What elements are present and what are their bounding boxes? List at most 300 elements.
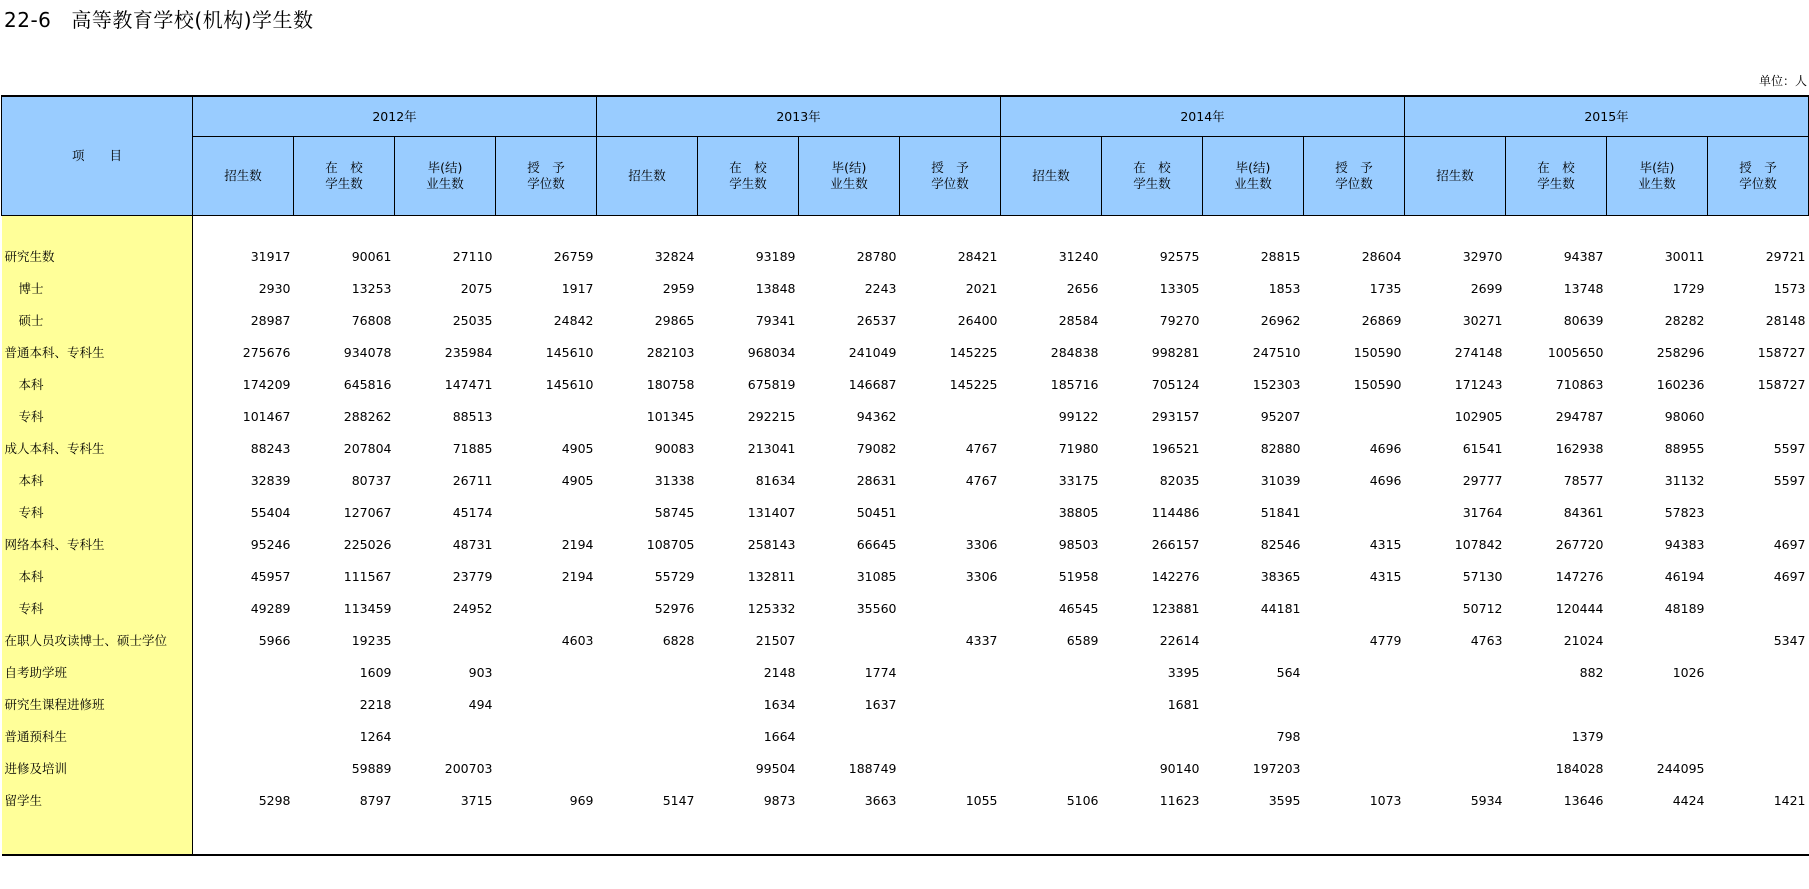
value-cell: 241049 [848,344,897,360]
spacer-row [2,816,1809,855]
value-cell: 1055 [965,792,998,808]
row-label: 专科 [2,496,193,528]
subcolumn-header: 在 校 学生数 [1506,137,1607,216]
value-cell: 3663 [864,792,897,808]
value-cell [1708,720,1809,752]
value-cell: 28282 [1664,312,1705,328]
table-title [4,4,314,33]
value-cell [799,624,900,656]
value-cell: 266157 [1151,536,1200,552]
table-row [2,592,1809,624]
value-cell: 998281 [1151,344,1200,360]
value-cell: 66645 [856,536,897,552]
value-cell [597,720,698,752]
empty-cell [193,216,1809,241]
value-cell: 150590 [1353,344,1402,360]
value-cell: 4697 [1773,536,1806,552]
value-cell: 28987 [250,312,291,328]
subcolumn-header: 毕(结) 业生数 [395,137,496,216]
value-cell: 1634 [763,696,796,712]
value-cell: 6589 [1066,632,1099,648]
value-cell: 207804 [343,440,392,456]
value-cell: 46545 [1058,600,1099,616]
value-cell: 31240 [1058,248,1099,264]
value-cell: 284838 [1050,344,1099,360]
value-cell [193,688,294,720]
value-cell: 48731 [452,536,493,552]
value-cell: 31338 [654,472,695,488]
value-cell: 27110 [452,248,493,264]
value-cell: 101467 [242,408,291,424]
subcolumn-header: 招生数 [597,137,698,216]
value-cell [597,752,698,784]
value-cell [1607,720,1708,752]
subcolumn-header: 招生数 [193,137,294,216]
value-cell [1405,720,1506,752]
value-cell: 123881 [1151,600,1200,616]
statistics-table [1,95,1809,856]
value-cell: 293157 [1151,408,1200,424]
value-cell: 99122 [1058,408,1099,424]
subcolumn-header: 在 校 学生数 [294,137,395,216]
value-cell: 1664 [763,728,796,744]
row-label: 研究生数 [2,240,193,272]
value-cell: 2959 [662,280,695,296]
value-cell: 675819 [747,376,796,392]
value-cell: 4697 [1773,568,1806,584]
value-cell [496,720,597,752]
value-cell: 1735 [1369,280,1402,296]
value-cell: 26962 [1260,312,1301,328]
value-cell [1001,688,1102,720]
value-cell: 4767 [965,440,998,456]
value-cell: 26537 [856,312,897,328]
value-cell [1506,688,1607,720]
value-cell: 88513 [452,408,493,424]
value-cell: 798 [1276,728,1301,744]
value-cell: 564 [1276,664,1301,680]
value-cell: 99504 [755,760,796,776]
value-cell: 24952 [452,600,493,616]
value-cell [496,752,597,784]
table-row [2,432,1809,464]
value-cell: 93189 [755,248,796,264]
value-cell: 274148 [1454,344,1503,360]
value-cell: 5147 [662,792,695,808]
table-row [2,368,1809,400]
value-cell: 30011 [1664,248,1705,264]
value-cell: 1005650 [1547,344,1604,360]
row-label: 留学生 [2,784,193,816]
value-cell: 292215 [747,408,796,424]
value-cell: 28604 [1361,248,1402,264]
value-cell [1708,656,1809,688]
value-cell [900,496,1001,528]
table-row [2,272,1809,304]
value-cell [193,720,294,752]
value-cell: 1264 [359,728,392,744]
value-cell: 4905 [561,472,594,488]
table-row [2,528,1809,560]
value-cell [1102,720,1203,752]
value-cell [1203,688,1304,720]
value-cell [900,400,1001,432]
item-column-header: 项 目 [2,96,193,216]
row-label: 自考助学班 [2,656,193,688]
value-cell: 494 [468,696,493,712]
spacer-row [2,216,1809,241]
value-cell [1708,496,1809,528]
value-cell: 275676 [242,344,291,360]
value-cell: 4424 [1672,792,1705,808]
value-cell: 4603 [561,632,594,648]
year-header-row [2,96,1809,137]
value-cell [1607,624,1708,656]
value-cell: 258143 [747,536,796,552]
value-cell: 5934 [1470,792,1503,808]
value-cell: 35560 [856,600,897,616]
value-cell: 29777 [1462,472,1503,488]
value-cell [1708,400,1809,432]
value-cell: 45174 [452,504,493,520]
value-cell: 213041 [747,440,796,456]
label-cell-empty [2,216,193,241]
table-row [2,304,1809,336]
value-cell: 94383 [1664,536,1705,552]
value-cell: 26711 [452,472,493,488]
value-cell [193,656,294,688]
value-cell: 196521 [1151,440,1200,456]
value-cell: 28631 [856,472,897,488]
value-cell: 32839 [250,472,291,488]
value-cell: 114486 [1151,504,1200,520]
value-cell: 92575 [1159,248,1200,264]
value-cell: 30271 [1462,312,1503,328]
value-cell: 171243 [1454,376,1503,392]
value-cell [496,400,597,432]
row-label: 硕士 [2,304,193,336]
value-cell: 200703 [444,760,493,776]
value-cell: 82880 [1260,440,1301,456]
value-cell: 107842 [1454,536,1503,552]
value-cell: 49289 [250,600,291,616]
value-cell: 19235 [351,632,392,648]
value-cell: 28421 [957,248,998,264]
value-cell: 90140 [1159,760,1200,776]
value-cell: 71980 [1058,440,1099,456]
value-cell: 132811 [747,568,796,584]
table-row [2,240,1809,272]
value-cell: 101345 [646,408,695,424]
value-cell: 2075 [460,280,493,296]
value-cell [900,720,1001,752]
subcolumn-header: 授 予 学位数 [496,137,597,216]
value-cell: 152303 [1252,376,1301,392]
value-cell [395,624,496,656]
value-cell [900,592,1001,624]
subcolumn-header: 授 予 学位数 [900,137,1001,216]
value-cell: 76808 [351,312,392,328]
value-cell [1405,656,1506,688]
value-cell: 84361 [1563,504,1604,520]
value-cell: 282103 [646,344,695,360]
value-cell: 4696 [1369,440,1402,456]
value-cell: 95207 [1260,408,1301,424]
row-label: 本科 [2,464,193,496]
value-cell [900,656,1001,688]
value-cell: 31764 [1462,504,1503,520]
value-cell: 188749 [848,760,897,776]
table-number: 22-6 [4,8,52,32]
value-cell [1304,656,1405,688]
value-cell: 8797 [359,792,392,808]
value-cell [1304,752,1405,784]
value-cell: 51841 [1260,504,1301,520]
value-cell: 22614 [1159,632,1200,648]
value-cell: 5298 [258,792,291,808]
table-row [2,720,1809,752]
value-cell: 1379 [1571,728,1604,744]
value-cell: 31917 [250,248,291,264]
value-cell: 4337 [965,632,998,648]
value-cell: 1774 [864,664,897,680]
subcolumn-header: 授 予 学位数 [1708,137,1809,216]
value-cell [799,720,900,752]
row-label: 本科 [2,368,193,400]
value-cell [496,656,597,688]
value-cell: 934078 [343,344,392,360]
value-cell: 58745 [654,504,695,520]
value-cell: 13646 [1563,792,1604,808]
value-cell: 50712 [1462,600,1503,616]
value-cell: 158727 [1757,344,1806,360]
value-cell: 25035 [452,312,493,328]
value-cell: 1073 [1369,792,1402,808]
value-cell: 21024 [1563,632,1604,648]
value-cell: 6828 [662,632,695,648]
value-cell: 51958 [1058,568,1099,584]
value-cell: 21507 [755,632,796,648]
value-cell: 145610 [545,376,594,392]
value-cell: 57823 [1664,504,1705,520]
row-label: 研究生课程进修班 [2,688,193,720]
value-cell: 52976 [654,600,695,616]
value-cell: 102905 [1454,408,1503,424]
table-row [2,784,1809,816]
value-cell: 185716 [1050,376,1099,392]
value-cell: 1917 [561,280,594,296]
value-cell: 111567 [343,568,392,584]
value-cell: 2194 [561,536,594,552]
value-cell: 4763 [1470,632,1503,648]
value-cell: 1853 [1268,280,1301,296]
value-cell: 968034 [747,344,796,360]
subcolumn-header: 招生数 [1001,137,1102,216]
value-cell: 2930 [258,280,291,296]
value-cell: 235984 [444,344,493,360]
value-cell: 147471 [444,376,493,392]
value-cell [1304,400,1405,432]
value-cell [597,656,698,688]
year-header: 2015年 [1405,96,1809,137]
value-cell: 120444 [1555,600,1604,616]
value-cell: 4779 [1369,632,1402,648]
value-cell: 81634 [755,472,796,488]
value-cell: 98060 [1664,408,1705,424]
table-row [2,688,1809,720]
table-row [2,624,1809,656]
value-cell: 1609 [359,664,392,680]
value-cell: 31132 [1664,472,1705,488]
table-body [2,216,1809,856]
value-cell: 3715 [460,792,493,808]
table-row [2,464,1809,496]
value-cell: 13253 [351,280,392,296]
value-cell: 24842 [553,312,594,328]
value-cell: 31039 [1260,472,1301,488]
value-cell: 5966 [258,632,291,648]
value-cell: 9873 [763,792,796,808]
value-cell [1708,752,1809,784]
value-cell: 95246 [250,536,291,552]
value-cell: 903 [468,664,493,680]
value-cell: 158727 [1757,376,1806,392]
value-cell: 3306 [965,536,998,552]
value-cell: 147276 [1555,568,1604,584]
table-row [2,496,1809,528]
value-cell: 705124 [1151,376,1200,392]
row-label: 专科 [2,592,193,624]
value-cell: 1026 [1672,664,1705,680]
value-cell [597,688,698,720]
value-cell: 80639 [1563,312,1604,328]
value-cell: 882 [1579,664,1604,680]
table-row [2,400,1809,432]
table-row [2,560,1809,592]
value-cell: 4315 [1369,536,1402,552]
value-cell [900,688,1001,720]
value-cell: 225026 [343,536,392,552]
value-cell: 13748 [1563,280,1604,296]
row-label: 专科 [2,400,193,432]
value-cell: 5597 [1773,472,1806,488]
value-cell: 160236 [1656,376,1705,392]
value-cell: 26400 [957,312,998,328]
table-row [2,752,1809,784]
value-cell: 71885 [452,440,493,456]
value-cell: 32824 [654,248,695,264]
row-label: 成人本科、专科生 [2,432,193,464]
value-cell: 145610 [545,344,594,360]
value-cell: 11623 [1159,792,1200,808]
value-cell: 5347 [1773,632,1806,648]
subcolumn-header-row [2,137,1809,216]
value-cell [1001,752,1102,784]
value-cell: 184028 [1555,760,1604,776]
value-cell: 5597 [1773,440,1806,456]
value-cell: 180758 [646,376,695,392]
value-cell: 29865 [654,312,695,328]
value-cell [1708,688,1809,720]
value-cell: 3306 [965,568,998,584]
value-cell [1001,720,1102,752]
value-cell: 2148 [763,664,796,680]
table-header [2,96,1809,216]
value-cell: 258296 [1656,344,1705,360]
value-cell [395,720,496,752]
value-cell [900,752,1001,784]
value-cell: 13848 [755,280,796,296]
value-cell: 247510 [1252,344,1301,360]
value-cell: 31085 [856,568,897,584]
value-cell: 55404 [250,504,291,520]
value-cell: 162938 [1555,440,1604,456]
value-cell [1607,688,1708,720]
value-cell: 125332 [747,600,796,616]
value-cell: 294787 [1555,408,1604,424]
unit-label: 单位：人 [1758,74,1807,88]
value-cell: 82546 [1260,536,1301,552]
year-header: 2013年 [597,96,1001,137]
value-cell [1304,592,1405,624]
table-title-text: 高等教育学校(机构)学生数 [71,8,314,32]
value-cell: 32970 [1462,248,1503,264]
value-cell: 79341 [755,312,796,328]
year-header: 2014年 [1001,96,1405,137]
subcolumn-header: 招生数 [1405,137,1506,216]
label-cell-empty [2,816,193,855]
row-label: 普通本科、专科生 [2,336,193,368]
value-cell: 174209 [242,376,291,392]
value-cell: 45957 [250,568,291,584]
value-cell: 5106 [1066,792,1099,808]
value-cell: 55729 [654,568,695,584]
value-cell: 3595 [1268,792,1301,808]
value-cell: 145225 [949,376,998,392]
value-cell: 94362 [856,408,897,424]
value-cell: 78577 [1563,472,1604,488]
subcolumn-header: 毕(结) 业生数 [799,137,900,216]
value-cell [1304,688,1405,720]
value-cell: 28584 [1058,312,1099,328]
value-cell: 4696 [1369,472,1402,488]
row-label: 进修及培训 [2,752,193,784]
value-cell: 82035 [1159,472,1200,488]
value-cell [1304,496,1405,528]
value-cell: 98503 [1058,536,1099,552]
value-cell: 28148 [1765,312,1806,328]
value-cell [1001,656,1102,688]
value-cell: 1681 [1167,696,1200,712]
value-cell: 28780 [856,248,897,264]
subcolumn-header: 授 予 学位数 [1304,137,1405,216]
value-cell: 145225 [949,344,998,360]
value-cell: 38805 [1058,504,1099,520]
value-cell: 1637 [864,696,897,712]
value-cell: 59889 [351,760,392,776]
value-cell: 61541 [1462,440,1503,456]
value-cell: 48189 [1664,600,1705,616]
value-cell: 1421 [1773,792,1806,808]
value-cell [1203,624,1304,656]
value-cell [1708,592,1809,624]
row-label: 本科 [2,560,193,592]
row-label: 普通预科生 [2,720,193,752]
value-cell: 131407 [747,504,796,520]
value-cell: 33175 [1058,472,1099,488]
value-cell: 38365 [1260,568,1301,584]
value-cell [1304,720,1405,752]
